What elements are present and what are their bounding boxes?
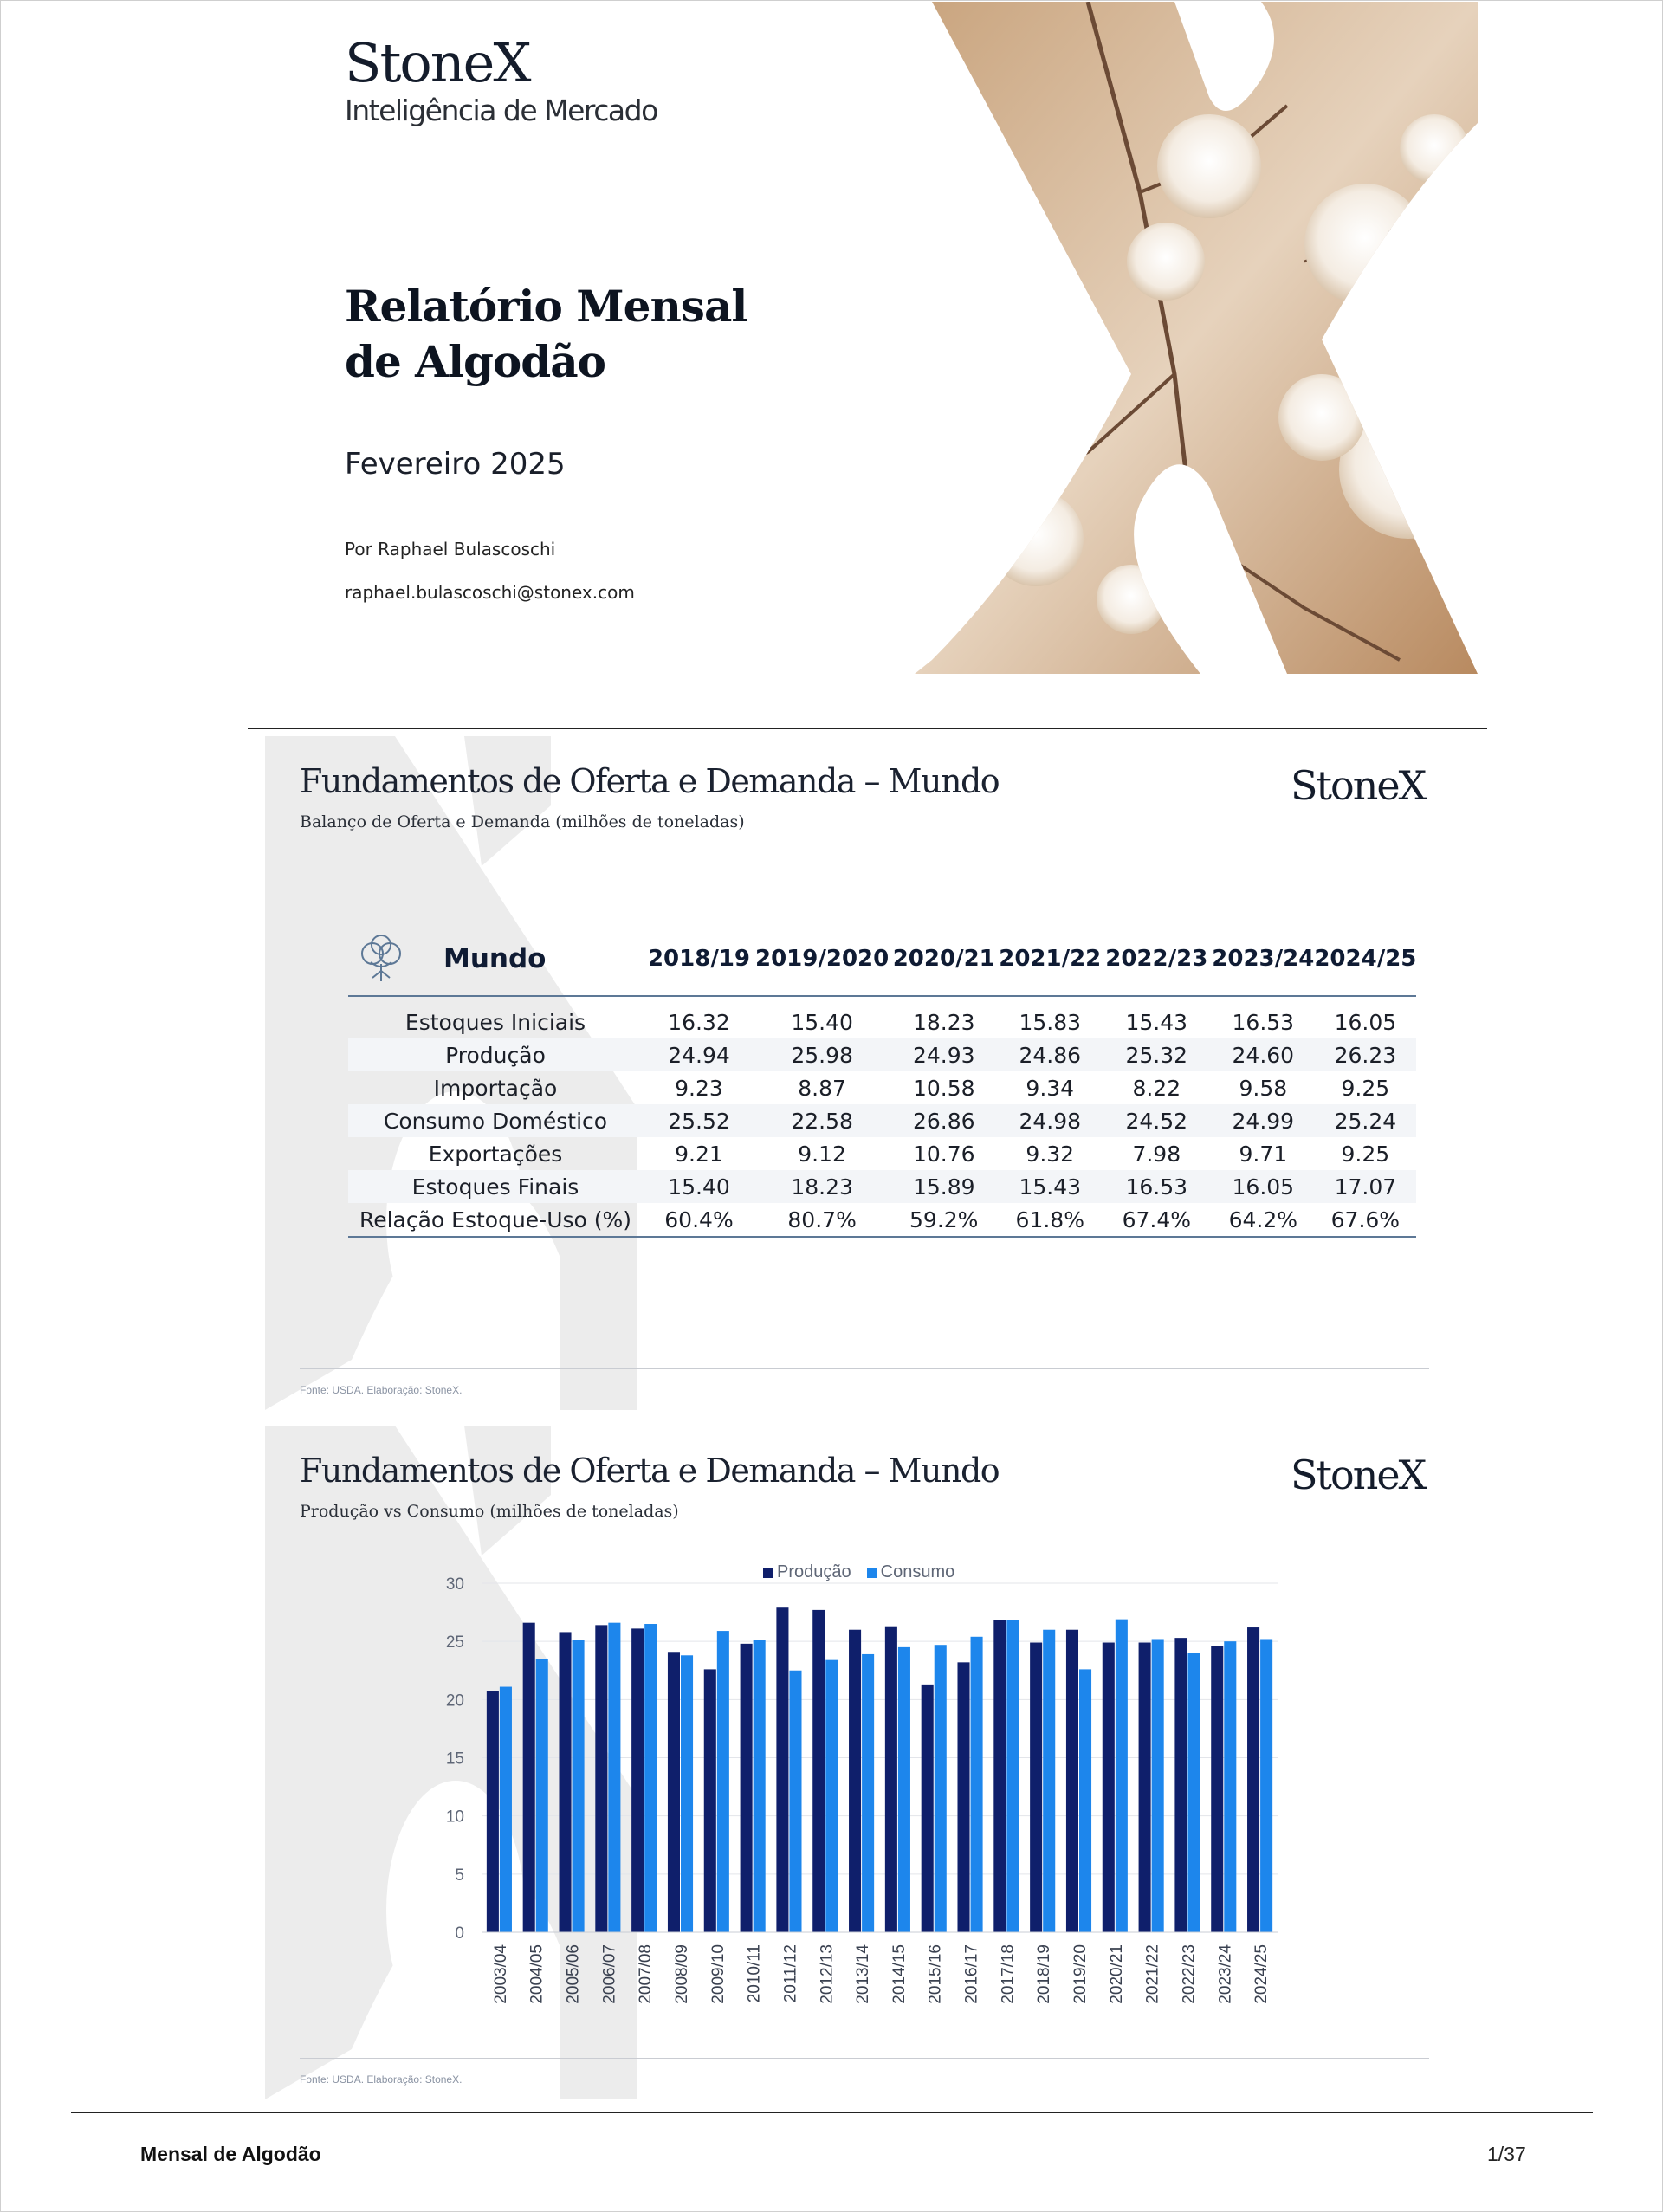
bar-consumo bbox=[573, 1640, 585, 1932]
cell: 9.58 bbox=[1239, 1075, 1288, 1101]
x-tick-label: 2022/23 bbox=[1180, 1944, 1199, 2004]
cell: 24.86 bbox=[999, 1038, 1101, 1071]
slide-title: Fundamentos de Oferta e Demanda – Mundo bbox=[300, 1452, 1000, 1490]
cell: 25.32 bbox=[1101, 1038, 1212, 1071]
footer-divider bbox=[71, 2112, 1593, 2113]
slide-production-chart bbox=[265, 1426, 1429, 2099]
cell: 22.58 bbox=[755, 1104, 889, 1137]
cell: 9.21 bbox=[675, 1141, 723, 1167]
table-row bbox=[348, 1038, 1416, 1071]
cell: 25.52 bbox=[643, 1104, 755, 1137]
cell: 18.23 bbox=[912, 1009, 975, 1035]
table-col-header: 2019/2020 bbox=[755, 922, 889, 996]
stonex-logo: StoneX bbox=[1291, 762, 1426, 809]
source-note: Fonte: USDA. Elaboração: StoneX. bbox=[300, 2073, 463, 2086]
cell: 64.2% bbox=[1212, 1203, 1314, 1237]
cell: 9.32 bbox=[1026, 1141, 1075, 1167]
brand-logo: StoneX bbox=[345, 31, 530, 94]
x-tick-label: 2016/17 bbox=[962, 1944, 981, 2004]
cell: 16.05 bbox=[1334, 1009, 1397, 1035]
stonex-logo: StoneX bbox=[1291, 1452, 1426, 1498]
cell: 17.07 bbox=[1314, 1170, 1416, 1203]
y-tick-label: 10 bbox=[445, 1808, 464, 1827]
x-tick-label: 2019/20 bbox=[1071, 1944, 1090, 2004]
y-tick-label: 15 bbox=[445, 1750, 464, 1769]
x-tick-label: 2017/18 bbox=[999, 1944, 1018, 2004]
legend-swatch bbox=[867, 1568, 877, 1578]
report-date: Fevereiro 2025 bbox=[345, 447, 566, 482]
cell: 24.94 bbox=[643, 1038, 755, 1071]
legend-label: Produção bbox=[777, 1562, 851, 1581]
bar-producao bbox=[1066, 1630, 1078, 1932]
cell: 59.2% bbox=[889, 1203, 999, 1237]
report-author: Por Raphael Bulascoschi bbox=[345, 539, 556, 559]
bar-consumo bbox=[862, 1654, 874, 1932]
report-title bbox=[345, 279, 795, 390]
y-tick-label: 30 bbox=[445, 1575, 464, 1594]
bar-consumo bbox=[681, 1655, 693, 1932]
cell: 8.22 bbox=[1132, 1075, 1181, 1101]
bar-producao bbox=[741, 1644, 753, 1932]
cell: 24.99 bbox=[1212, 1104, 1314, 1137]
chart-legend bbox=[763, 1562, 954, 1582]
cell: 15.83 bbox=[1019, 1009, 1082, 1035]
bar-producao bbox=[704, 1669, 716, 1932]
bar-consumo bbox=[1260, 1639, 1272, 1932]
x-tick-label: 2023/24 bbox=[1216, 1944, 1235, 2004]
bar-producao bbox=[631, 1628, 644, 1932]
x-tick-label: 2024/25 bbox=[1252, 1944, 1272, 2004]
cotton-x-image bbox=[915, 2, 1478, 674]
bar-producao bbox=[1103, 1643, 1115, 1932]
cell: 24.60 bbox=[1212, 1038, 1314, 1071]
legend-item-consumo bbox=[867, 1562, 955, 1582]
report-email[interactable]: raphael.bulascoschi@stonex.com bbox=[345, 582, 635, 603]
bar-producao bbox=[487, 1691, 499, 1932]
cell: 61.8% bbox=[999, 1203, 1101, 1237]
bar-consumo bbox=[1224, 1641, 1236, 1932]
table-col-header: 2024/25 bbox=[1314, 922, 1416, 996]
table-row bbox=[348, 1203, 1416, 1237]
bar-consumo bbox=[971, 1637, 983, 1932]
cell: 24.52 bbox=[1101, 1104, 1212, 1137]
x-tick-label: 2018/19 bbox=[1035, 1944, 1054, 2004]
cell: 15.43 bbox=[1125, 1009, 1188, 1035]
bar-producao bbox=[1139, 1643, 1151, 1932]
x-tick-label: 2005/06 bbox=[564, 1944, 583, 2004]
bar-producao bbox=[1030, 1643, 1042, 1932]
cell: 16.32 bbox=[668, 1009, 730, 1035]
y-tick-label: 5 bbox=[455, 1866, 464, 1885]
row-label: Relação Estoque-Uso (%) bbox=[348, 1203, 643, 1237]
table-row bbox=[348, 1071, 1416, 1104]
row-label: Estoques Iniciais bbox=[404, 1009, 586, 1035]
bar-producao bbox=[559, 1632, 571, 1932]
cell: 24.98 bbox=[999, 1104, 1101, 1137]
bar-consumo bbox=[1006, 1620, 1019, 1932]
bar-producao bbox=[668, 1652, 680, 1932]
bar-producao bbox=[595, 1625, 607, 1932]
table-row bbox=[348, 1170, 1416, 1203]
bar-consumo bbox=[536, 1659, 548, 1932]
bar-consumo bbox=[1116, 1620, 1128, 1932]
table-col-header: 2018/19 bbox=[643, 922, 755, 996]
x-tick-label: 2015/16 bbox=[926, 1944, 945, 2004]
cell: 9.25 bbox=[1341, 1141, 1390, 1167]
page-number: 1/37 bbox=[1487, 2143, 1526, 2165]
source-divider bbox=[300, 2058, 1429, 2059]
bar-producao bbox=[1211, 1646, 1223, 1932]
slide-title: Fundamentos de Oferta e Demanda – Mundo bbox=[300, 762, 1000, 800]
x-tick-label: 2004/05 bbox=[527, 1944, 547, 2004]
legend-label: Consumo bbox=[880, 1562, 955, 1581]
cell: 15.43 bbox=[999, 1170, 1101, 1203]
bar-consumo bbox=[825, 1660, 838, 1932]
table-header-row bbox=[348, 922, 1416, 996]
cell: 10.76 bbox=[912, 1141, 975, 1167]
table-row bbox=[348, 1104, 1416, 1137]
production-consumption-chart bbox=[265, 1426, 1429, 2099]
cell: 9.34 bbox=[1026, 1075, 1075, 1101]
bar-producao bbox=[1247, 1627, 1259, 1932]
row-label: Importação bbox=[433, 1075, 558, 1101]
table-row bbox=[348, 996, 1416, 1038]
cell: 80.7% bbox=[755, 1203, 889, 1237]
x-tick-label: 2020/21 bbox=[1107, 1944, 1126, 2004]
bar-producao bbox=[885, 1627, 897, 1932]
cell: 16.53 bbox=[1101, 1170, 1212, 1203]
cell: 60.4% bbox=[643, 1203, 755, 1237]
table-col-header: 2022/23 bbox=[1101, 922, 1212, 996]
x-tick-label: 2007/08 bbox=[637, 1944, 656, 2004]
x-tick-label: 2009/10 bbox=[709, 1944, 728, 2004]
bar-producao bbox=[849, 1630, 861, 1932]
cell: 25.98 bbox=[755, 1038, 889, 1071]
bar-producao bbox=[993, 1620, 1006, 1932]
bar-producao bbox=[812, 1610, 825, 1932]
bar-consumo bbox=[1187, 1653, 1200, 1932]
cell: 9.71 bbox=[1239, 1141, 1288, 1167]
cell: 7.98 bbox=[1132, 1141, 1181, 1167]
y-tick-label: 0 bbox=[455, 1924, 464, 1943]
footer-title: Mensal de Algodão bbox=[140, 2143, 321, 2165]
x-tick-label: 2013/14 bbox=[854, 1944, 873, 2004]
row-label: Produção bbox=[348, 1038, 643, 1071]
bar-consumo bbox=[935, 1645, 947, 1932]
cell: 10.58 bbox=[912, 1075, 975, 1101]
table-region-label: Mundo bbox=[443, 943, 547, 974]
cell: 67.4% bbox=[1101, 1203, 1212, 1237]
table-header-region bbox=[348, 922, 643, 996]
bar-producao bbox=[523, 1623, 535, 1932]
row-label: Estoques Finais bbox=[348, 1170, 643, 1203]
report-title-line2: de Algodão bbox=[345, 336, 605, 387]
table-row bbox=[348, 1137, 1416, 1170]
cell: 9.25 bbox=[1341, 1075, 1390, 1101]
y-tick-label: 20 bbox=[445, 1691, 464, 1711]
row-label: Consumo Doméstico bbox=[348, 1104, 643, 1137]
x-tick-label: 2003/04 bbox=[491, 1944, 510, 2004]
x-tick-label: 2014/15 bbox=[890, 1944, 909, 2004]
bar-consumo bbox=[1043, 1630, 1055, 1932]
bar-consumo bbox=[644, 1624, 657, 1932]
cell: 25.24 bbox=[1314, 1104, 1416, 1137]
bar-consumo bbox=[717, 1631, 729, 1932]
bar-consumo bbox=[500, 1687, 512, 1932]
bar-producao bbox=[776, 1607, 788, 1932]
legend-item-producao bbox=[763, 1562, 851, 1582]
source-divider bbox=[300, 1368, 1429, 1369]
cotton-icon bbox=[353, 931, 409, 986]
cell: 15.40 bbox=[643, 1170, 755, 1203]
cell: 24.93 bbox=[889, 1038, 999, 1071]
row-label: Exportações bbox=[428, 1141, 563, 1167]
cell: 8.87 bbox=[798, 1075, 846, 1101]
table-col-header: 2023/24 bbox=[1212, 922, 1314, 996]
y-tick-label: 25 bbox=[445, 1633, 464, 1653]
bar-producao bbox=[1174, 1638, 1187, 1932]
balance-table bbox=[348, 922, 1416, 1238]
brand-tagline: Inteligência de Mercado bbox=[345, 94, 657, 127]
cell: 16.53 bbox=[1232, 1009, 1295, 1035]
slide-subtitle: Balanço de Oferta e Demanda (milhões de toneladas) bbox=[300, 812, 745, 831]
x-tick-label: 2021/22 bbox=[1143, 1944, 1162, 2004]
cell: 15.40 bbox=[791, 1009, 853, 1035]
cell: 16.05 bbox=[1212, 1170, 1314, 1203]
bar-consumo bbox=[898, 1647, 910, 1932]
x-tick-label: 2006/07 bbox=[600, 1944, 619, 2004]
cell: 18.23 bbox=[755, 1170, 889, 1203]
cell: 15.89 bbox=[889, 1170, 999, 1203]
bar-consumo bbox=[1079, 1669, 1091, 1932]
bar-producao bbox=[922, 1685, 934, 1932]
bar-consumo bbox=[789, 1671, 801, 1932]
table-col-header: 2021/22 bbox=[999, 922, 1101, 996]
cell: 9.23 bbox=[675, 1075, 723, 1101]
bar-consumo bbox=[1152, 1639, 1164, 1932]
slide-balance-table bbox=[265, 736, 1429, 1410]
x-tick-label: 2008/09 bbox=[673, 1944, 691, 2004]
x-tick-label: 2011/12 bbox=[781, 1944, 800, 2003]
slide-subtitle: Produção vs Consumo (milhões de toneladas) bbox=[300, 1502, 679, 1521]
cell: 26.23 bbox=[1314, 1038, 1416, 1071]
bar-consumo bbox=[608, 1623, 620, 1932]
table-col-header: 2020/21 bbox=[889, 922, 999, 996]
cell: 67.6% bbox=[1314, 1203, 1416, 1237]
cell: 9.12 bbox=[798, 1141, 846, 1167]
source-note: Fonte: USDA. Elaboração: StoneX. bbox=[300, 1384, 463, 1396]
section-divider bbox=[248, 728, 1487, 729]
bar-consumo bbox=[754, 1640, 766, 1932]
legend-swatch bbox=[763, 1568, 773, 1578]
bar-producao bbox=[957, 1662, 969, 1932]
cell: 26.86 bbox=[889, 1104, 999, 1137]
report-title-line1: Relatório Mensal bbox=[345, 281, 747, 332]
x-tick-label: 2012/13 bbox=[818, 1944, 837, 2004]
x-tick-label: 2010/11 bbox=[745, 1944, 764, 2003]
